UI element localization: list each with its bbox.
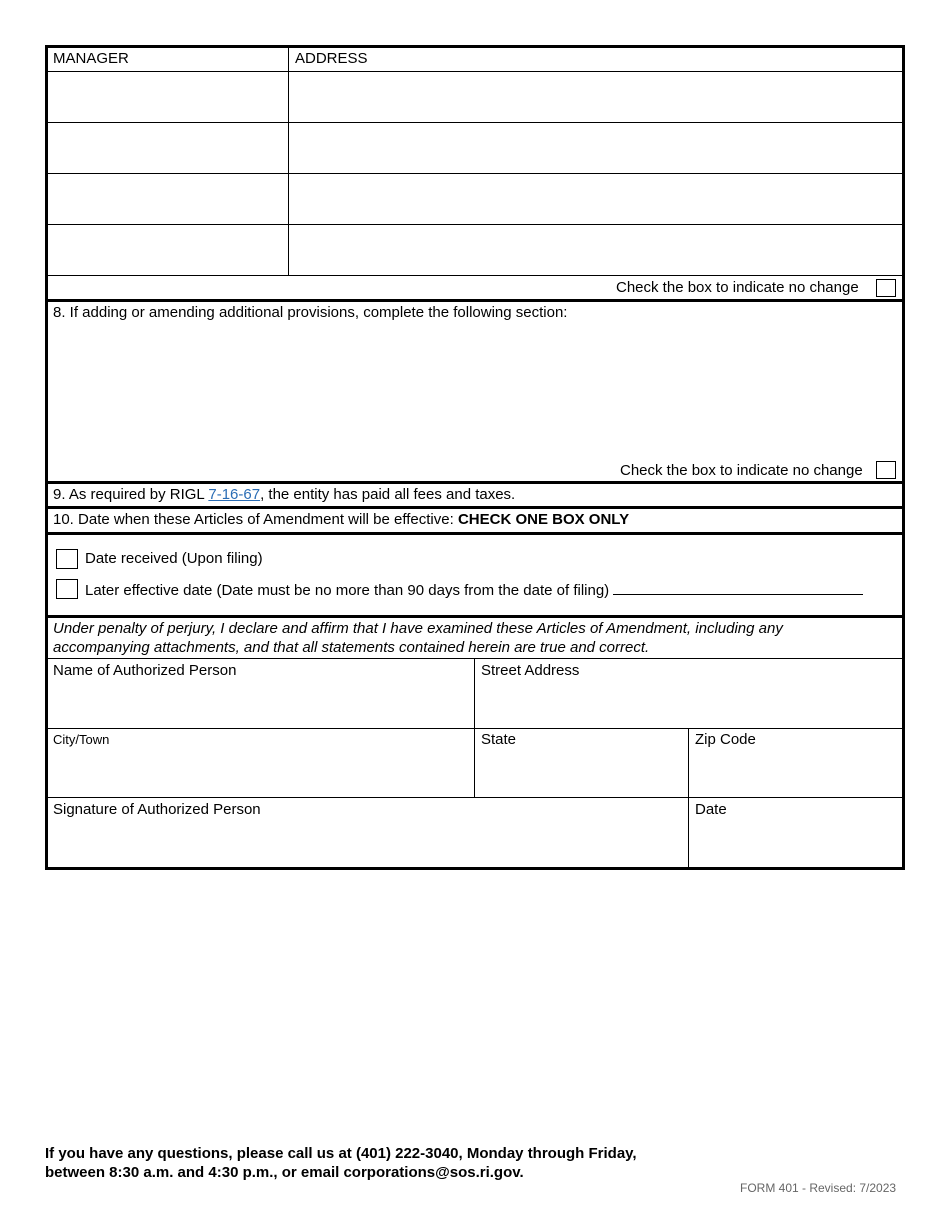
city-field[interactable]	[50, 750, 470, 794]
divider	[688, 728, 689, 868]
divider	[46, 275, 904, 276]
street-address-field[interactable]	[478, 682, 900, 726]
authorized-name-field[interactable]	[50, 682, 470, 726]
manager-address-field[interactable]	[291, 73, 901, 121]
divider	[46, 71, 904, 72]
section9-suffix: , the entity has paid all fees and taxes.	[260, 486, 516, 503]
name-label: Name of Authorized Person	[53, 662, 237, 679]
divider	[288, 46, 289, 276]
manager-address-field[interactable]	[291, 124, 901, 172]
section-divider	[46, 299, 904, 302]
contact-line-2: between 8:30 a.m. and 4:30 p.m., or email corporations@sos.ri.gov.	[45, 1164, 524, 1181]
section8-no-change-label: Check the box to indicate no change	[620, 462, 863, 479]
later-date-label	[85, 580, 863, 600]
section8-text: 8. If adding or amending additional provisions, complete the following section:	[53, 304, 568, 321]
manager-column-header: MANAGER	[53, 50, 129, 67]
later-date-input[interactable]	[613, 580, 863, 595]
form-number: FORM 401 - Revised: 7/2023	[740, 1181, 897, 1195]
divider	[46, 658, 904, 659]
address-column-header: ADDRESS	[295, 50, 368, 67]
divider	[46, 122, 904, 123]
section10-text	[53, 511, 629, 529]
section9-prefix: 9. As required by RIGL	[53, 486, 209, 503]
managers-no-change-label: Check the box to indicate no change	[616, 279, 859, 296]
manager-name-field[interactable]	[48, 124, 286, 172]
zip-label: Zip Code	[695, 731, 756, 748]
city-label: City/Town	[53, 732, 110, 747]
signature-field[interactable]	[50, 820, 684, 864]
declaration-text: Under penalty of perjury, I declare and affirm that I have examined these Articles of Amendment, including any accompanying attachments, and that all statements contained herein are true and correct.	[53, 620, 783, 656]
section10-heading: 10. Date when these Articles of Amendment will be effective:	[53, 511, 458, 528]
section-divider	[46, 481, 904, 484]
section-divider	[46, 532, 904, 535]
manager-address-field[interactable]	[291, 226, 901, 274]
section9-text	[53, 486, 515, 504]
contact-line-1: If you have any questions, please call us at (401) 222-3040, Monday through Friday,	[45, 1145, 637, 1162]
upon-filing-checkbox[interactable]	[56, 549, 78, 569]
section-divider	[46, 506, 904, 509]
later-date-checkbox[interactable]	[56, 579, 78, 599]
manager-name-field[interactable]	[48, 73, 286, 121]
manager-address-field[interactable]	[291, 175, 901, 223]
contact-info	[45, 1144, 637, 1182]
manager-name-field[interactable]	[48, 175, 286, 223]
divider	[46, 728, 904, 729]
date-label: Date	[695, 801, 727, 818]
divider	[46, 173, 904, 174]
state-field[interactable]	[478, 750, 684, 794]
manager-name-field[interactable]	[48, 226, 286, 274]
additional-provisions-field[interactable]	[50, 326, 900, 454]
later-date-text: Later effective date (Date must be no more than 90 days from the date of filing)	[85, 582, 610, 599]
section-divider	[46, 615, 904, 618]
section10-instruction: CHECK ONE BOX ONLY	[457, 511, 630, 528]
divider	[46, 224, 904, 225]
divider	[46, 797, 904, 798]
rigl-link[interactable]: 7-16-67	[208, 486, 261, 503]
state-label: State	[481, 731, 517, 748]
street-label: Street Address	[481, 662, 580, 679]
signature-label: Signature of Authorized Person	[53, 801, 261, 818]
date-field[interactable]	[692, 820, 900, 864]
upon-filing-label: Date received (Upon filing)	[85, 550, 263, 567]
zip-field[interactable]	[692, 750, 900, 794]
managers-no-change-checkbox[interactable]	[876, 279, 896, 297]
section8-no-change-checkbox[interactable]	[876, 461, 896, 479]
